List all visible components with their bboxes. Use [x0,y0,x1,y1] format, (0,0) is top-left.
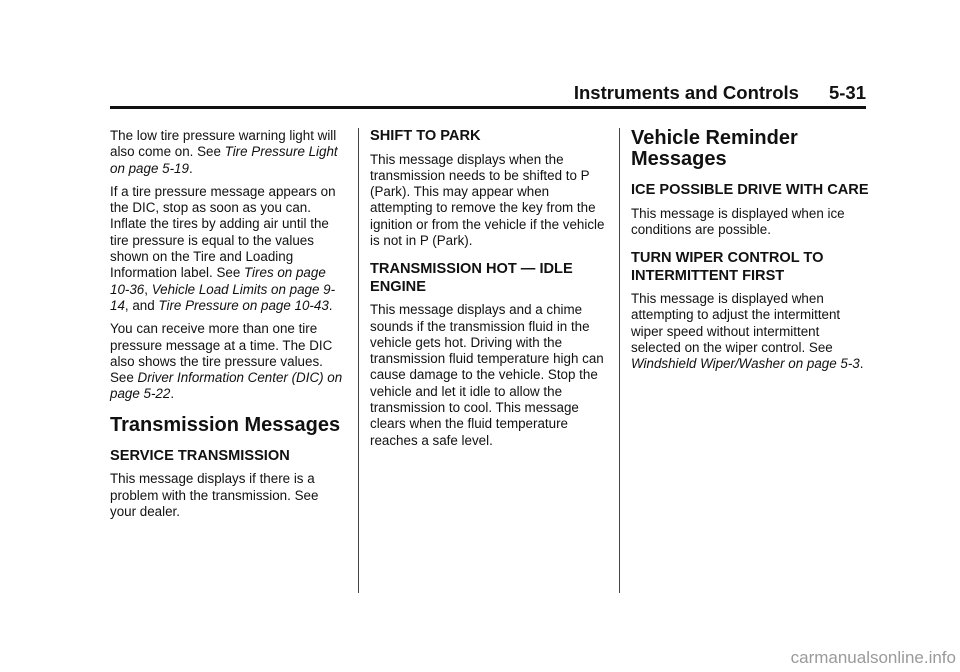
paragraph: This message displays if there is a problem with the transmission. See your dealer. [110,471,319,519]
cross-reference-link[interactable]: Tires on page 10-36 [110,265,326,297]
section-heading: Vehicle Reminder Messages [631,127,798,170]
cross-reference-link[interactable]: Tire Pressure on page 10-43 [158,297,329,313]
cross-reference-link[interactable]: Driver Information Center (DIC) on page 5-22 [110,370,343,402]
page-number: 5-31 [828,82,866,103]
subsection-heading: SERVICE TRANSMISSION [110,447,290,464]
column-2 [370,128,608,456]
section-title: Instruments and Controls [573,82,799,103]
cross-reference-link[interactable]: Vehicle Load Limits on page 9-14 [110,281,336,313]
subsection-heading: SHIFT TO PARK [370,128,481,144]
header-rule [110,106,866,109]
column-divider [358,128,359,593]
subsection-heading: TRANSMISSION HOT — IDLE ENGINE [370,261,573,295]
paragraph: This message displays when the transmission needs to be shifted to P (Park). This may appear when attempting to remove the key from the ignition or from the vehicle if the vehicle is not in P (Park). [370,151,605,248]
paragraph: This message displays and a chime sounds if the transmission fluid in the vehicle gets hot. Driving with the transmission fluid temperature high can cause damage to the vehicle. Stop the vehicle and let it idle to allow the transmission to cool. This message clears when the fluid temperature reaches a safe level. [370,302,604,448]
paragraph: This message is displayed when ice conditions are possible. [631,205,845,237]
page-header [110,82,866,104]
cross-reference-link[interactable]: Windshield Wiper/Washer on page 5-3 [631,356,860,372]
paragraph: You can receive more than one tire pressure message at a time. The DIC also shows the tire pressure values. See Driver Information Center (DIC) on page 5-22. [110,321,343,402]
subsection-heading: TURN WIPER CONTROL TO INTERMITTENT FIRST [631,250,824,284]
paragraph: The low tire pressure warning light will also come on. See Tire Pressure Light on page 5-19. [110,128,338,176]
column-1 [110,128,346,527]
cross-reference-link[interactable]: Tire Pressure Light on page 5-19 [110,144,338,176]
subsection-heading: ICE POSSIBLE DRIVE WITH CARE [631,182,869,198]
section-heading: Transmission Messages [110,413,341,436]
paragraph: If a tire pressure message appears on the DIC, stop as soon as you can. Inflate the tires by adding air until the tire pressure is equal to the values shown on the Tire and Loading Information label. See Tires on page 10-36, Vehicle Load Limits on page 9-14, and Tire Pressure on page 10-43. [110,183,336,313]
column-3 [631,128,869,380]
paragraph: This message is displayed when attempting to adjust the intermittent wiper speed without intermittent selected on the wiper control. See Windshield Wiper/Washer on page 5-3. [631,291,864,372]
watermark: carmanualsonline.info [790,648,956,667]
column-divider [619,128,620,593]
